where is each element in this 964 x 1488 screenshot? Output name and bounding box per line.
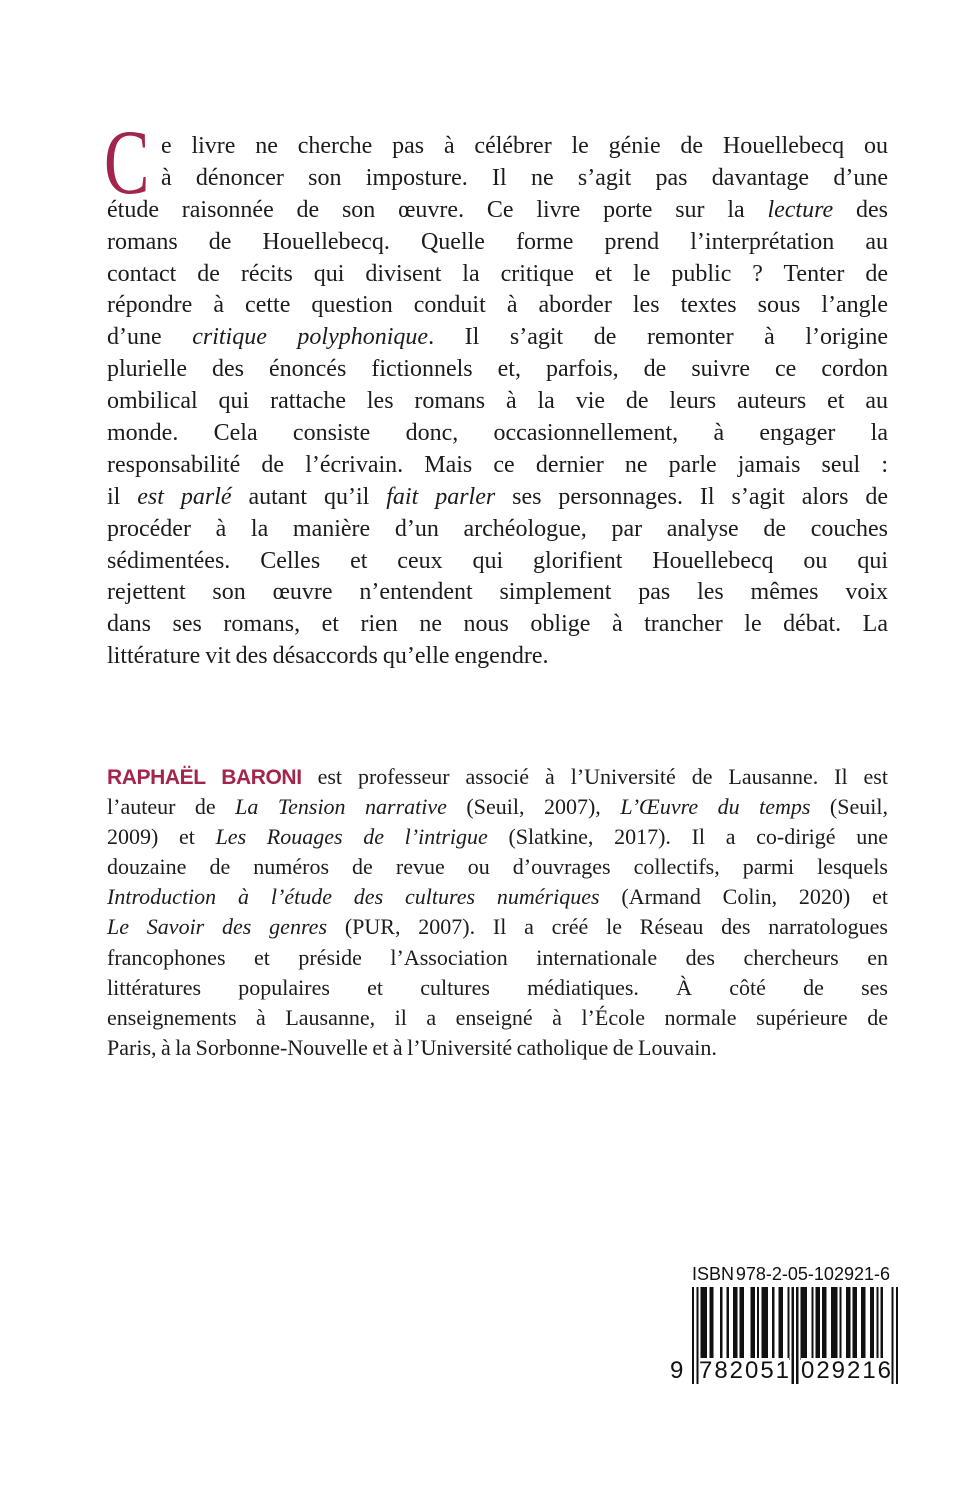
bio-line: Le Savoir des genres (PUR, 2007). Il a créé le Réseau des narratologues xyxy=(107,914,888,940)
ean-digit: 6 xyxy=(877,1357,891,1384)
synopsis-line: plurielle des énoncés fictionnels et, parfois, de suivre ce cordon xyxy=(107,356,888,383)
bio-line: Introduction à l’étude des cultures numériques (Armand Colin, 2020) et xyxy=(107,884,888,910)
synopsis-line: romans de Houellebecq. Quelle forme prend l’interprétation au xyxy=(107,228,888,255)
bio-line: littératures populaires et cultures médiatiques. À côté de ses xyxy=(107,974,888,1000)
isbn-number: 978-2-05-102921-6 xyxy=(735,1264,890,1284)
italic-title: fait parler xyxy=(386,483,496,510)
synopsis-line: étude raisonnée de son œuvre. Ce livre porte sur la lecture des xyxy=(107,196,888,223)
synopsis-line: dans ses romans, et rien ne nous oblige à trancher le débat. La xyxy=(107,611,888,638)
italic-title: critique polyphonique xyxy=(192,324,429,351)
synopsis-line: procéder à la manière d’un archéologue, par analyse de couches xyxy=(107,515,888,542)
bio-line: l’auteur de La Tension narrative (Seuil, 2007), L’Œuvre du temps (Seuil, xyxy=(107,794,888,820)
synopsis-line: e livre ne cherche pas à célébrer le génie de Houellebecq ou xyxy=(161,133,888,159)
italic-title: Introduction à l’étude des cultures numériques xyxy=(107,884,600,910)
ean-right-digits xyxy=(801,1358,891,1384)
synopsis-line: littérature vit des désaccords qu’elle engendre. xyxy=(107,643,549,670)
ean-digit: 8 xyxy=(714,1357,728,1384)
bio-line: Paris, à la Sorbonne-Nouvelle et à l’Université catholique de Louvain. xyxy=(107,1034,717,1060)
ean-digit: 1 xyxy=(775,1357,789,1384)
italic-title: Le Savoir des genres xyxy=(107,914,328,940)
synopsis-line: il est parlé autant qu’il fait parler ses personnages. Il s’agit alors de xyxy=(107,483,888,510)
italic-title: est parlé xyxy=(137,483,232,510)
isbn-label: ISBN xyxy=(692,1264,735,1284)
ean-digit: 2 xyxy=(846,1357,861,1384)
ean-digit: 0 xyxy=(801,1357,815,1384)
synopsis-paragraph xyxy=(107,131,888,673)
italic-title: Les Rouages de l’intrigue xyxy=(215,824,488,850)
synopsis-line: ombilical qui rattache les romans à la vie de leurs auteurs et au xyxy=(107,388,888,415)
bio-line: enseignements à Lausanne, il a enseigné à l’École normale supérieure de xyxy=(107,1004,888,1030)
isbn-barcode-block xyxy=(670,1262,900,1386)
ean-digit: 9 xyxy=(831,1357,846,1384)
ean-digit: 5 xyxy=(760,1357,774,1384)
ean-left-digits xyxy=(699,1358,789,1384)
ean-digit: 0 xyxy=(744,1357,759,1384)
ean-digit: 2 xyxy=(816,1357,830,1384)
ean-digit: 2 xyxy=(729,1357,744,1384)
bio-line: douzaine de numéros de revue ou d’ouvrages collectifs, parmi lesquels xyxy=(107,854,888,880)
synopsis-line: à dénoncer son imposture. Il ne s’agit pas davantage d’une xyxy=(161,164,888,191)
drop-cap-letter: C xyxy=(104,111,150,213)
italic-title: lecture xyxy=(767,196,834,223)
ean-digit: 1 xyxy=(862,1357,876,1384)
author-bio-paragraph xyxy=(107,762,888,1063)
synopsis-line: sédimentées. Celles et ceux qui glorifient Houellebecq ou qui xyxy=(107,547,888,574)
bio-line: 2009) et Les Rouages de l’intrigue (Slatkine, 2017). Il a co-dirigé une xyxy=(107,824,888,850)
italic-title: L’Œuvre du temps xyxy=(620,794,811,820)
ean-digit: 7 xyxy=(699,1357,713,1384)
synopsis-line: monde. Cela consiste donc, occasionnellement, à engager la xyxy=(107,420,888,447)
isbn-label-row xyxy=(692,1264,890,1284)
bio-line: RAPHAËL BARONI est professeur associé à l’Université de Lausanne. Il est xyxy=(107,764,888,789)
author-name: RAPHAËL BARONI xyxy=(107,766,302,789)
bio-line: francophones et préside l’Association internationale des chercheurs en xyxy=(107,944,888,970)
synopsis-line: répondre à cette question conduit à aborder les textes sous l’angle xyxy=(107,292,888,319)
ean-first-digit: 9 xyxy=(670,1357,684,1384)
synopsis-line: d’une critique polyphonique. Il s’agit de remonter à l’origine xyxy=(107,324,888,351)
synopsis-line: rejettent son œuvre n’entendent simplement pas les mêmes voix xyxy=(107,579,888,606)
synopsis-line: contact de récits qui divisent la critique et le public ? Tenter de xyxy=(107,260,888,287)
synopsis-line: responsabilité de l’écrivain. Mais ce dernier ne parle jamais seul : xyxy=(107,451,888,478)
italic-title: La Tension narrative xyxy=(235,794,447,820)
